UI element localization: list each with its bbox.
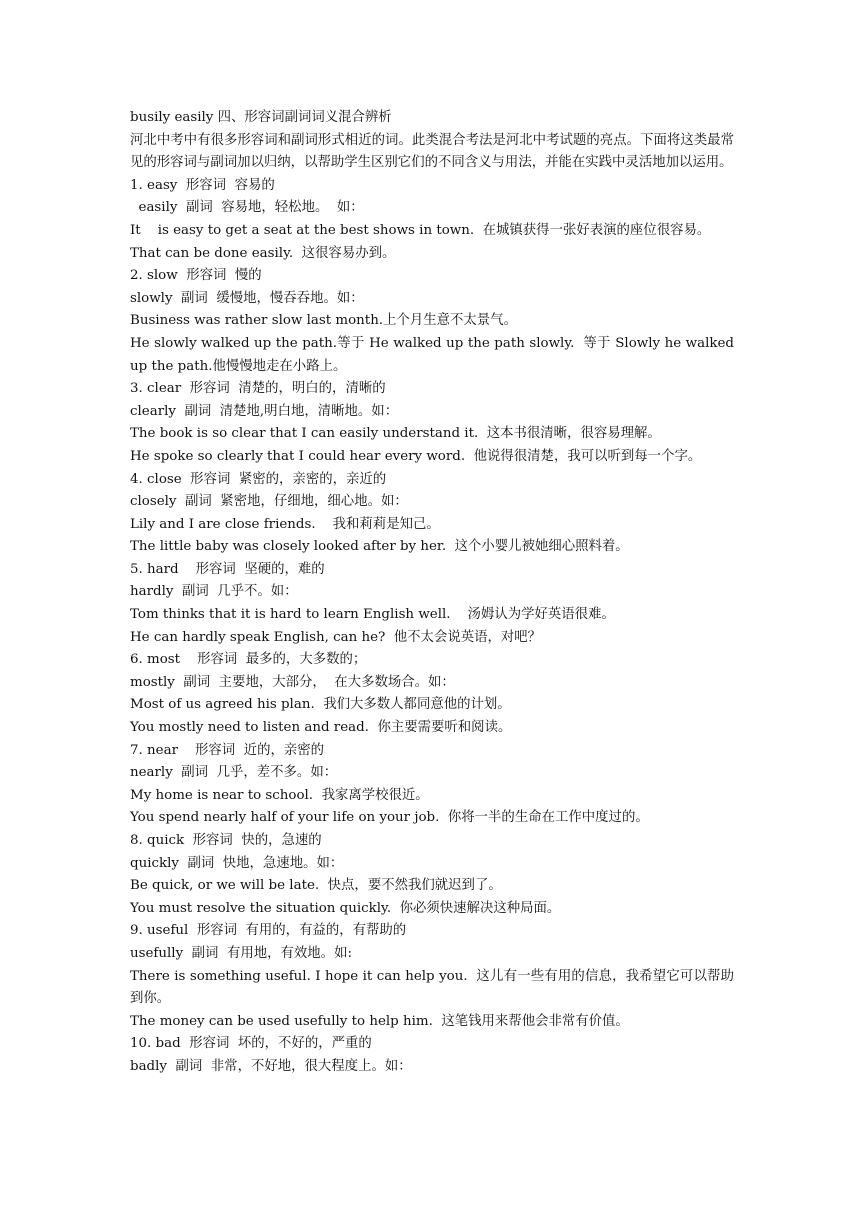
entry-heading-hard: 5. hard 形容词 坚硬的，难的 bbox=[130, 561, 325, 577]
section-heading: busily easily 四、形容词副词词义混合辨析 bbox=[130, 110, 392, 125]
example-sentence: You must resolve the situation quickly. 你必须快速解决这种局面。 bbox=[130, 900, 561, 916]
entry-adverb-mostly: mostly 副词 主要地，大部分， 在大多数场合。如： bbox=[130, 674, 455, 690]
example-sentence: It is easy to get a seat at the best shows in town. 在城镇获得一张好表演的座位很容易。 bbox=[130, 222, 711, 238]
example-sentence: Tom thinks that it is hard to learn English well. 汤姆认为学好英语很难。 bbox=[130, 607, 615, 623]
example-sentence: You mostly need to listen and read. 你主要需要听和阅读。 bbox=[130, 720, 512, 736]
example-sentence: My home is near to school. 我家离学校很近。 bbox=[130, 787, 429, 803]
entry-adverb-badly: badly 副词 非常，不好地，很大程度上。如： bbox=[130, 1058, 412, 1074]
entry-adverb-slowly: slowly 副词 缓慢地，慢吞吞地。如： bbox=[130, 290, 364, 306]
example-sentence: You spend nearly half of your life on your job. 你将一半的生命在工作中度过的。 bbox=[130, 810, 649, 826]
entry-heading-clear: 3. clear 形容词 清楚的，明白的，清晰的 bbox=[130, 381, 386, 397]
entry-heading-slow: 2. slow 形容词 慢的 bbox=[130, 268, 262, 284]
example-sentence: He slowly walked up the path.等于 He walked up the path slowly. 等于 Slowly he walked up the path.他慢慢地走在小路上。 bbox=[130, 335, 739, 374]
entry-heading-bad: 10. bad 形容词 坏的，不好的，严重的 bbox=[130, 1036, 372, 1052]
example-sentence: The little baby was closely looked after by her. 这个小婴儿被她细心照料着。 bbox=[130, 539, 629, 555]
entry-heading-near: 7. near 形容词 近的，亲密的 bbox=[130, 742, 325, 758]
example-sentence: The book is so clear that I can easily understand it. 这本书很清晰，很容易理解。 bbox=[130, 426, 661, 442]
entry-adverb-quickly: quickly 副词 快地，急速地。如： bbox=[130, 855, 344, 871]
intro-paragraph: 河北中考中有很多形容词和副词形式相近的词。此类混合考法是河北中考试题的亮点。下面将这类最常见的形容词与副词加以归纳，以帮助学生区别它们的不同含义与用法，并能在实践中灵活地加以运用。 bbox=[130, 132, 734, 171]
example-sentence: He can hardly speak English, can he? 他不太会说英语，对吧？ bbox=[130, 629, 542, 645]
entry-adverb-usefully: usefully 副词 有用地，有效地。如: bbox=[130, 945, 352, 961]
entry-heading-quick: 8. quick 形容词 快的，急速的 bbox=[130, 833, 322, 848]
example-sentence: Most of us agreed his plan. 我们大多数人都同意他的计划。 bbox=[130, 697, 511, 713]
example-sentence: Business was rather slow last month.上个月生意不太景气。 bbox=[130, 313, 517, 329]
example-sentence: The money can be used usefully to help him. 这笔钱用来帮他会非常有价值。 bbox=[130, 1013, 629, 1029]
entry-adverb-easily: easily 副词 容易地，轻松地。 如： bbox=[130, 200, 364, 216]
entry-adverb-closely: closely 副词 紧密地，仔细地，细心地。如： bbox=[130, 494, 408, 510]
entry-heading-most: 6. most 形容词 最多的，大多数的； bbox=[130, 652, 367, 668]
example-sentence: Lily and I are close friends. 我和莉莉是知己。 bbox=[130, 516, 440, 532]
entry-adverb-hardly: hardly 副词 几乎不。如： bbox=[130, 584, 298, 600]
entry-heading-useful: 9. useful 形容词 有用的，有益的，有帮助的 bbox=[130, 923, 407, 939]
entry-heading-easy: 1. easy 形容词 容易的 bbox=[130, 177, 275, 193]
entry-adverb-clearly: clearly 副词 清楚地,明白地，清晰地。如： bbox=[130, 403, 399, 419]
example-sentence: That can be done easily. 这很容易办到。 bbox=[130, 245, 396, 261]
example-sentence: There is something useful. I hope it can help you. 这儿有一些有用的信息，我希望它可以帮助到你。 bbox=[130, 968, 734, 1007]
example-sentence: Be quick, or we will be late. 快点，要不然我们就迟到了。 bbox=[130, 878, 502, 894]
example-sentence: He spoke so clearly that I could hear every word. 他说得很清楚，我可以听到每一个字。 bbox=[130, 448, 702, 464]
document-body bbox=[130, 107, 739, 1079]
entry-adverb-nearly: nearly 副词 几乎，差不多。如： bbox=[130, 765, 338, 781]
entry-heading-close: 4. close 形容词 紧密的，亲密的，亲近的 bbox=[130, 471, 387, 487]
